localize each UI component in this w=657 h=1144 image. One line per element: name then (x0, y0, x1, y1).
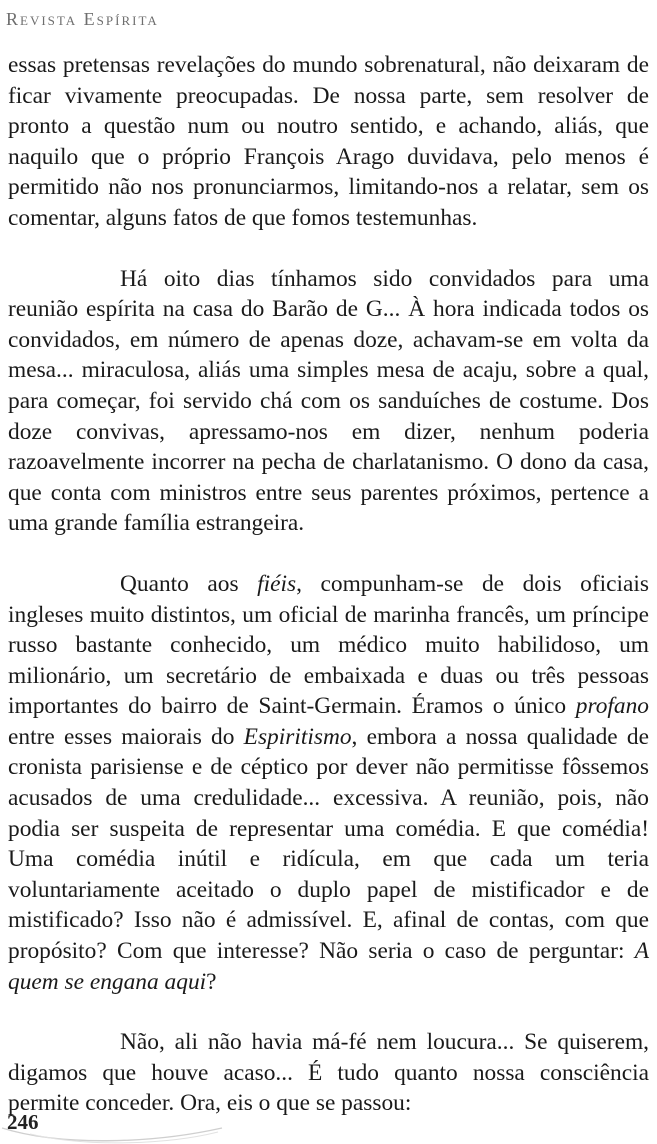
page-footer (0, 1104, 657, 1144)
text-run: , compunham-se de dois oficiais ingleses muito distintos, um oficial de marinha francês, um príncipe russo bastante conhecido, um médico muito habilidoso, um milionário, um secretário de embaixada e duas ou três pessoas importantes do bairro de Saint-Germain. Éramos o único (8, 570, 649, 720)
body-text (8, 50, 649, 1119)
page-number: 246 (7, 1110, 39, 1134)
italic-text: A quem se engana aqui (8, 938, 649, 995)
text-run: Não, ali não havia má-fé nem loucura... Se quiserem, digamos que houve acaso... É tudo quanto nossa consciência permite conceder. Ora, eis o que se passou: (8, 1029, 649, 1117)
paragraph (8, 569, 649, 997)
text-run: Quanto aos (120, 570, 258, 597)
italic-text: Espiritismo (243, 723, 352, 750)
italic-text: profano (575, 693, 649, 720)
text-run: Há oito dias tínhamos sido convidados para uma reunião espírita na casa do Barão de G... À hora indicada todos os convidados, em número de apenas doze, achavam-se em volta da mesa... miraculosa, aliás uma simples mesa de acaju, sobre a qual, para começar, foi servido chá com os sanduíches de costume. Dos doze convivas, apressamo-nos em dizer, nenhum poderia razoavelmente incorrer na pecha de charlatanismo. O dono da casa, que conta com ministros entre seus parentes próximos, pertence a uma grande família estrangeira. (8, 265, 649, 537)
paragraph (8, 264, 649, 539)
running-header: Revista Espírita (6, 9, 159, 29)
text-run: essas pretensas revelações do mundo sobrenatural, não deixaram de ficar vivamente preocupadas. De nossa parte, sem resolver de pronto a questão num ou noutro sentido, e achando, aliás, que naquilo que o próprio François Arago duvidava, pelo menos é permitido não nos pronunciarmos, limitando-nos a relatar, sem os comentar, alguns fatos de que fomos testemunhas. (8, 52, 649, 231)
text-run: ? (206, 968, 217, 995)
text-run: entre esses maiorais do (8, 723, 244, 750)
decorative-swoosh-icon (0, 1104, 260, 1144)
italic-text: fiéis (257, 570, 297, 597)
text-run: , embora a nossa qualidade de cronista parisiense e de céptico por dever não permitisse fôssemos acusados de uma credulidade... excessiva. A reunião, pois, não podia ser suspeita de representar uma comédia. E que comédia! Uma comédia inútil e ridícula, em que cada um teria voluntariamente aceitado o duplo papel de mistificador e de mistificado? Isso não é admissível. E, afinal de contas, com que propósito? Com que interesse? Não seria o caso de perguntar: (8, 723, 649, 965)
paragraph (8, 50, 649, 234)
